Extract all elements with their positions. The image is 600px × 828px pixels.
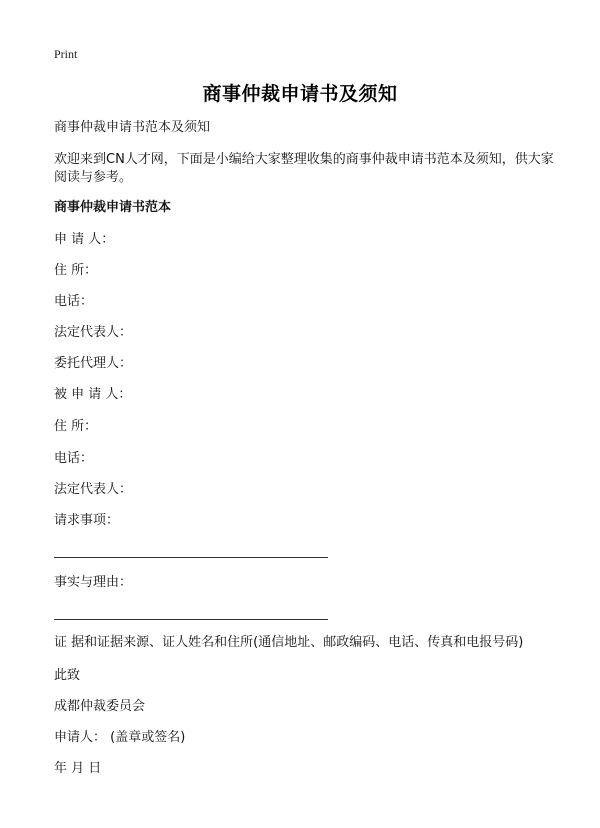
claims-underline <box>54 557 328 558</box>
field-applicant-address: 住 所： <box>54 263 98 278</box>
document-subtitle: 商事仲裁申请书范本及须知 <box>54 120 211 135</box>
field-respondent-phone: 电话： <box>54 451 94 466</box>
closing-recipient: 成都仲裁委员会 <box>54 699 146 714</box>
field-applicant-agent: 委托代理人： <box>54 356 133 371</box>
intro-paragraph: 欢迎来到CN人才网，下面是小编给大家整理收集的商事仲裁申请书范本及须知，供大家阅读与参考。 <box>54 152 554 185</box>
field-claims: 请求事项： <box>54 513 120 528</box>
field-facts: 事实与理由： <box>54 575 133 590</box>
document-title: 商事仲裁申请书及须知 <box>202 83 398 105</box>
section-heading: 商事仲裁申请书范本 <box>54 200 172 215</box>
field-respondent: 被 申 请 人： <box>54 387 132 402</box>
field-respondent-legal-rep: 法定代表人： <box>54 482 133 497</box>
closing-salutation: 此致 <box>54 668 81 683</box>
field-applicant-legal-rep: 法定代表人： <box>54 325 133 340</box>
closing-signature: 申请人： (盖章或签名) <box>54 730 186 745</box>
facts-underline <box>54 619 328 620</box>
field-evidence: 证 据和证据来源、证人姓名和住所(通信地址、邮政编码、电话、传真和电报号码) <box>54 635 524 650</box>
field-respondent-address: 住 所： <box>54 419 98 434</box>
field-applicant-phone: 电话： <box>54 294 94 309</box>
closing-date: 年 月 日 <box>54 761 102 776</box>
print-link[interactable]: Print <box>54 47 78 61</box>
field-applicant: 申 请 人： <box>54 232 115 247</box>
